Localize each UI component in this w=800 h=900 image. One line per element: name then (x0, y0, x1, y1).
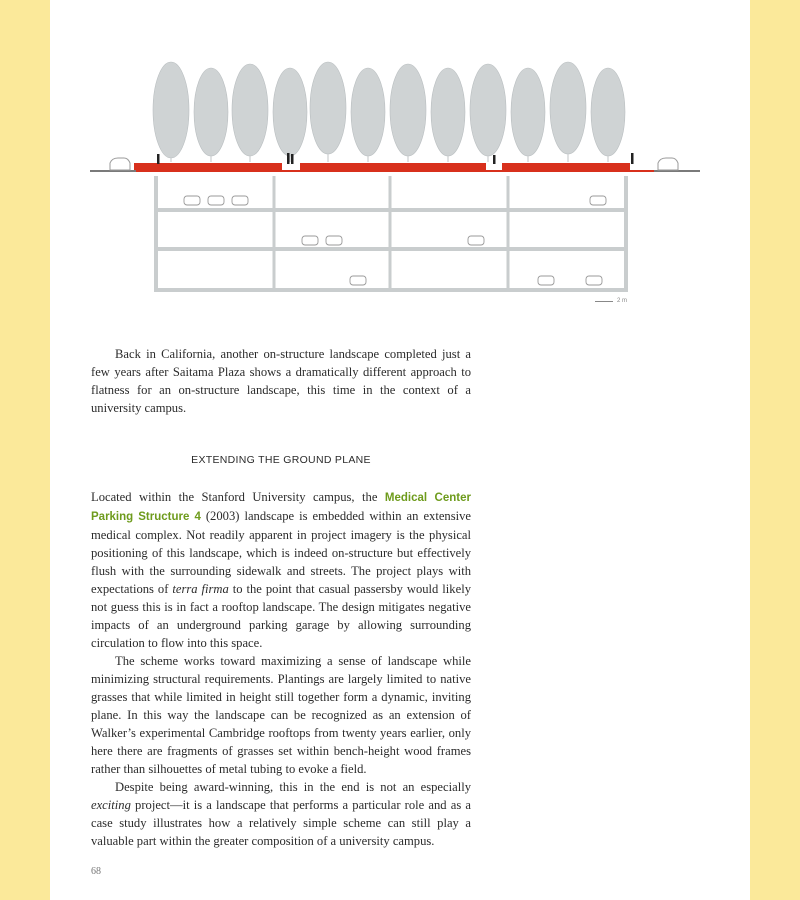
tree (431, 68, 465, 162)
person (157, 154, 160, 164)
person (493, 155, 496, 164)
tree (273, 68, 307, 162)
tree (310, 62, 346, 162)
scale-bar (595, 298, 627, 304)
car (658, 158, 678, 170)
scale-label: 2 m (617, 298, 628, 304)
tree (550, 62, 586, 162)
tree (591, 68, 625, 162)
planting-bed (300, 163, 486, 170)
tree (194, 68, 228, 162)
section-heading: EXTENDING THE GROUND PLANE (191, 454, 371, 466)
tree (390, 64, 426, 162)
project-name-highlight: Medical Center Parking Structure 4 (91, 492, 471, 523)
person (291, 154, 294, 164)
tree (470, 64, 506, 162)
trees (153, 62, 625, 162)
tree (232, 64, 268, 162)
tree (153, 62, 189, 162)
paragraph-location-mid: (2003) landscape is embedded within an extensive medical complex. Not readily apparent in project imagery is the physical positioning of this landscape, which is indeed on-structure but effectively flush with the surrounding sidewalk and streets. The project plays with expectations of (91, 509, 472, 596)
paragraph-location-pre: Located within the Stanford University campus, the (91, 490, 385, 504)
tree (511, 68, 545, 162)
people (157, 153, 634, 164)
sidewalk-strip (136, 170, 654, 172)
page-number: 68 (91, 866, 101, 877)
italic-term: terra firma (172, 582, 229, 596)
car (110, 158, 130, 170)
paragraph-conclusion-post: project—it is a landscape that performs a particular role and as a case study illustrates how a relatively simple scheme can still play a valuable part within the greater composition of a university campus. (91, 798, 471, 848)
paragraph-location (91, 488, 471, 652)
parking-structure (156, 176, 626, 292)
planting-bed (134, 163, 282, 170)
italic-word: exciting (91, 798, 131, 812)
person (631, 153, 634, 164)
planting-beds (134, 163, 654, 172)
paragraph-conclusion (91, 778, 471, 850)
planting-bed (502, 163, 630, 170)
scale-line (595, 301, 613, 302)
paragraph-location-post: to the point that casual passersby would likely not guess this is in fact a rooftop landscape. The design mitigates negative impacts of an underground parking garage by allowing surrounding circulation to flow into this space. (91, 582, 471, 650)
intro-text (91, 345, 471, 417)
paragraph-intro: Back in California, another on-structure landscape completed just a few years after Saitama Plaza shows a dramatically different approach to flatness for an on-structure landscape, this time in the context of a university campus. (91, 347, 471, 415)
tree (351, 68, 385, 162)
book-page (50, 0, 750, 900)
person (287, 153, 290, 164)
paragraph-conclusion-pre: Despite being award-winning, this in the end is not an especially (115, 780, 471, 794)
paragraph-scheme: The scheme works toward maximizing a sense of landscape while minimizing structural requirements. Plantings are largely limited to native grasses that while limited in height still together form a dynamic, inviting plane. In this way the landscape can be recognized as an extension of Walker’s experimental Cambridge rooftops from twenty years earlier, only here there are fragments of grasses set within bench-height wood frames rather than silhouettes of metal tubing to evoke a field. (91, 654, 471, 776)
body-text (91, 488, 471, 850)
section-drawing (90, 50, 710, 320)
